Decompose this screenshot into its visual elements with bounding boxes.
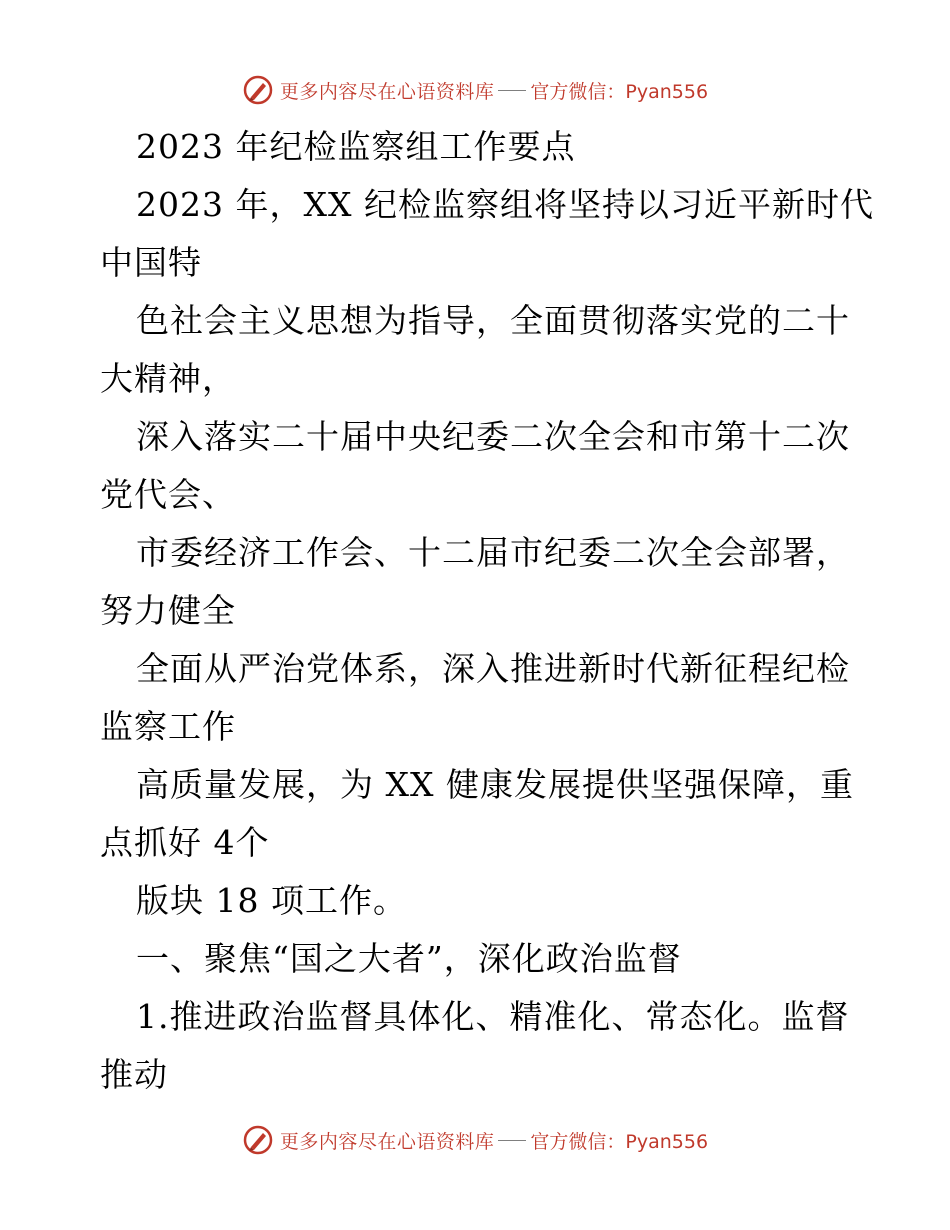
doc-line: 色社会主义思想为指导，全面贯彻落实党的二十 <box>136 301 850 340</box>
doc-line: 全面从严治党体系，深入推进新时代新征程纪检 <box>136 649 850 688</box>
pen-logo-icon <box>242 1124 274 1156</box>
watermark-subtext: 官方微信：Pyan556 <box>530 80 709 103</box>
watermark-divider <box>498 1140 526 1141</box>
watermark-divider <box>498 90 526 91</box>
doc-line: 努力健全 <box>100 591 236 630</box>
doc-line: 大精神， <box>100 359 236 398</box>
doc-line: 1.推进政治监督具体化、精准化、常态化。监督 <box>136 997 850 1036</box>
pen-logo-icon <box>242 74 274 106</box>
watermark-text: 更多内容尽在心语资料库 <box>279 80 495 103</box>
header-watermark <box>0 70 950 110</box>
doc-line: 2023 年，XX 纪检监察组将坚持以习近平新时代 <box>136 185 874 224</box>
watermark-text: 更多内容尽在心语资料库 <box>279 1130 495 1153</box>
doc-line: 2023 年纪检监察组工作要点 <box>136 127 576 166</box>
doc-line: 市委经济工作会、十二届市纪委二次全会部署， <box>136 533 850 572</box>
doc-line: 推动 <box>100 1055 168 1094</box>
doc-line: 点抓好 4个 <box>100 823 270 862</box>
doc-line: 中国特 <box>100 243 202 282</box>
document-body <box>100 118 874 1104</box>
doc-line: 党代会、 <box>100 475 236 514</box>
doc-line: 深入落实二十届中央纪委二次全会和市第十二次 <box>136 417 850 456</box>
doc-line: 监察工作 <box>100 707 236 746</box>
doc-line: 版块 18 项工作。 <box>136 881 407 920</box>
watermark-subtext: 官方微信：Pyan556 <box>530 1130 709 1153</box>
footer-watermark <box>0 1120 950 1160</box>
doc-line: 高质量发展，为 XX 健康发展提供坚强保障，重 <box>136 765 854 804</box>
section-heading: 一、聚焦“国之大者”，深化政治监督 <box>136 939 682 978</box>
